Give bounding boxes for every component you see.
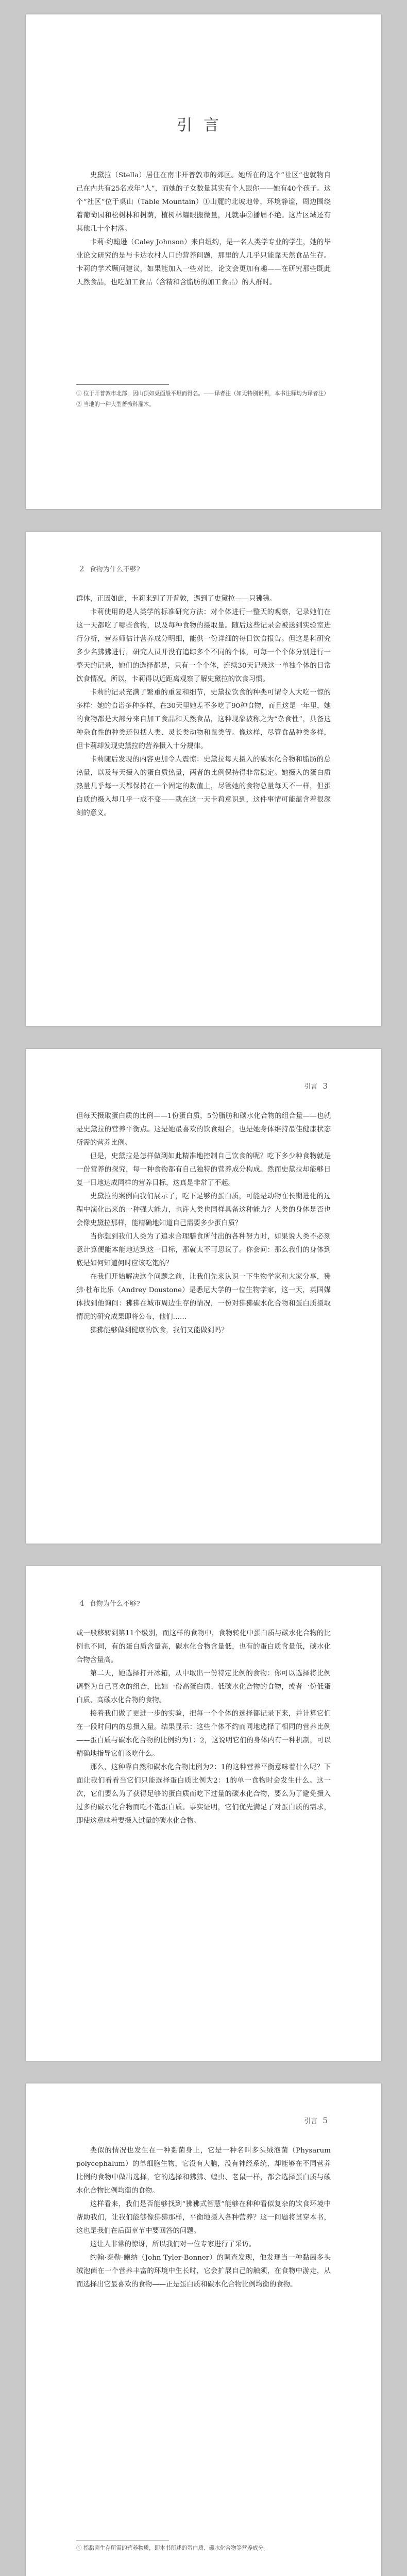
page-body (76, 592, 331, 820)
page-number: 4 (79, 1599, 84, 1608)
paragraph: 卡莉使用的是人类学的标准研究方法：对个体进行一整天的观察，记录她们在这一天都吃了哪些食物，以及每种食物的摄取量。随后这些记录会被送到实验室进行分析，营养师估计营养成分明细，能供一份详细的每日饮食报告。但这是科研究多少名狒狒进行，研究人员并没有追踪多个不同的个体，可每一个个体分别进行一整天的记录，她们的选择都是，只有一个个体，连续30天记录这一单独个体的日常饮食情况。所以，卡莉得以近距离观察了解史黛拉的饮食习惯。 (76, 608, 331, 683)
book-page-3 (26, 1049, 381, 1544)
paragraph: 卡莉·约翰逊（Caley Johnson）来自纽约，是一名人类学专业的学生，她的毕业论文研究的是与卡达农村人口的营养问题，那里的人几乎只能靠天然食品生存。卡莉的学术顾问建议，如果能加入一些对比，论文会更加有趣——在研究那些既此天然食品，也吃加工食品（含精和含脂肪的加工食品）的人群时。 (76, 239, 331, 286)
paragraph: 史黛拉的案例向我们展示了，吃下足够的蛋白质，可能是动物在长期进化的过程中演化出来的一种强大能力，也许人类也同样具备这种能力？人类的身体是否也会像史黛拉那样，能精确地知道自己需要多少蛋白质？ (76, 1193, 331, 1227)
paragraph: 在我们开始解决这个问题之前，让我们先来认识一下生物学家和大家分享，狒狒·杜布比乐（Andrey Doustone）是悉尼大学的一位生物学家，这一天，英国媒体找到他询问：狒狒在城市周边生存的情况，一份对狒狒碳水化合物和蛋白质摄取情况的研究成果即将公布，他们…… (76, 1273, 331, 1321)
paragraph: 卡莉随后发现的内容更加令人震惊：史黛拉每天摄入的碳水化合物和脂肪的总热量，以及每天摄入的蛋白质热量，两者的比例保持得非常稳定。她摄入的蛋白质热量几乎每一天都保持在一个固定的数值上，尽管她的食物总量每天不一样，但蛋白质的摄入却几乎一成不变——就在这一天卡莉意识到，这件事情可能蕴含着很深刻的意义。 (76, 756, 331, 817)
footnote: ② 当地的一种大型蔷薇科灌木。 (76, 401, 155, 408)
book-title: 食物为什么不够? (89, 566, 140, 573)
footnote: ① 指黏菌生存所需的营养物质，即本书所述的蛋白质、碳水化合物等营养成分。 (76, 2545, 269, 2551)
paragraph: 约翰·泰勒-鲍纳（John Tyler-Bonner）的调查发现，他发现当一种黏菌多头绒泡菌在一个营养丰富的环境中生长时，它会扩展自己的触须，在食物中游走，从而选择出它最喜欢的食物——正是蛋白质和碳水化合物比例均衡的食物。 (76, 2254, 331, 2289)
paragraph: 接着我们做了更进一步的实验，把每一个个体的选择都记录下来，并计算它们在一段时间内的总摄入量。结果显示：这些个体不约而同地选择了相同的营养比例——蛋白质与碳水化合物的比例约为1：2，这说明它们的身体内有一种机制，可以精确地指导它们该吃什么。 (76, 1710, 331, 1758)
page-body (76, 1110, 331, 1337)
paragraph: 狒狒能够做到健康的饮食，我们又能做到吗？ (90, 1327, 228, 1334)
paragraph: 史黛拉（Stella）居住在南非开普敦市的郊区。她所在的这个“社区”也就物自己在内共有25名或年“人”，而她的子女数量其实有个人跟你——她有40个孩子。这个“社区”位于桌山（Table Mountain）①山麓的北坡地带，环境静谧，周边围绕着葡萄园和松树林和树荫，植树林耀眼搬微量，凡就事②播届不绝。这片区域还有其他几十个村落。 (76, 172, 331, 233)
paragraph: 这让人非常的惊讶，所以我们对一位专家进行了采访。 (90, 2241, 256, 2248)
paragraph: 第二天，她选择打开冰箱，从中取出一份特定比例的食物：你可以选择将比例调整为自己喜欢的组合，比如一份高蛋白质、低碳水化合物的食物，或者一份低蛋白质、高碳水化合物的食物。 (76, 1670, 331, 1704)
chapter-title: 引言 (177, 116, 230, 135)
paragraph: 群体，正因如此，卡莉来到了开普敦，遇到了史黛拉——只狒狒。 (76, 595, 277, 603)
running-head (76, 1598, 331, 1607)
book-page-4 (26, 1566, 381, 2061)
running-head (76, 2115, 331, 2125)
book-page-2 (26, 532, 381, 1026)
page-number: 2 (79, 564, 84, 573)
paragraph: 卡莉的记录充满了繁重的重复和细节，史黛拉饮食的种类可谓令人大吃一惊的多样：她的食谱多种多样，在30天里她差不多吃了90种食物，而且这是一年里，她的食物都是大部分来自加工食品和天然食品，这种现象被称之为“杂食性”，具备这种杂食性的种类还包括人类、灵长类动物和鼠类等。像这样，尽管食品种类多样，但卡莉却发现史黛拉的营养摄入十分规律。 (76, 689, 331, 750)
paragraph: 当你想到我们人类为了追求合理膳食所付出的各种努力时，如果说人类不必刻意计算便能本能地达到这一目标，那就太不可思议了。你会问：那么我们的身体到底是如何知道何时应该吃饱的？ (76, 1233, 331, 1267)
section-title: 引言 (304, 2117, 318, 2125)
page-body (76, 1627, 331, 1828)
book-page-1 (26, 14, 381, 509)
footnote-divider (76, 384, 169, 385)
paragraph: 这样看来，我们是否能够找到“狒狒式智慧”能够在种种看似复杂的饮食环境中帮助我们，让我们能够像狒狒那样，平衡地摄入各种营养？这一问题将贯穿本书，这也是我们在后面章节中要回答的问题。 (76, 2200, 331, 2235)
page-number: 5 (323, 2116, 328, 2125)
paragraph: 类似的情况也发生在一种黏菌身上，它是一种名叫多头绒泡菌（Physarum polycephalum）的单细胞生物，它没有大脑，没有神经系统，却能够在不同营养比例的食物中做出选择，它的选择和狒狒、蝗虫、老鼠一样，都会选择蛋白质与碳水化合物比例均衡的食物。 (76, 2147, 331, 2195)
page-number: 3 (323, 1081, 328, 1091)
footnote: ① 位于开普敦市北部，因山顶如桌面般平坦而得名。——译者注（如无特别说明，本书注释均为译者注） (76, 391, 329, 397)
section-title: 引言 (304, 1083, 318, 1091)
paragraph: 或一般移转到第11个级别，而这样的食物中，食物转化中蛋白质与碳水化合物的比例也不同，有的蛋白质含量高，碳水化合物含量低，也有的蛋白质含量低，碳水化合物含量高。 (76, 1630, 331, 1664)
book-page-5 (26, 2083, 381, 2576)
page-body (76, 169, 331, 290)
running-head (76, 1081, 331, 1090)
book-title: 食物为什么不够? (89, 1600, 140, 1608)
footnotes (76, 2544, 331, 2555)
paragraph: 但是，史黛拉是怎样做到如此精准地控制自己饮食的呢？吃下多少种食物就是一份营养的探究，每一种食物都有自己独特的营养成分构成。然而史黛拉却能够日复一日地达成同样的营养目标，这真是非常了不起。 (76, 1153, 331, 1187)
running-head (76, 564, 331, 573)
page-body (76, 2144, 331, 2292)
footnotes (76, 389, 331, 411)
paragraph: 那么，这种靠自然和碳水化合物比例为2：1的这种营养平衡意味着什么呢？下面让我们看看当它们只能选择蛋白质比例为2：1的单一食物时会发生什么。这一次，它们要么为了获得足够的蛋白质而吃下过量的碳水化合物，要么为了避免摄入过多的碳水化合物而吃不饱蛋白质。事实证明，它们优先满足了对蛋白质的需求，即使这意味着要摄入过量的碳水化合物。 (76, 1764, 331, 1825)
paragraph: 但每天摄取蛋白质的比例——1份蛋白质，5份脂肪和碳水化合物的组合量——也就是史黛拉的营养平衡点。这是她最喜欢的饮食组合，也是她身体维持最佳健康状态所需的营养比例。 (76, 1112, 331, 1147)
